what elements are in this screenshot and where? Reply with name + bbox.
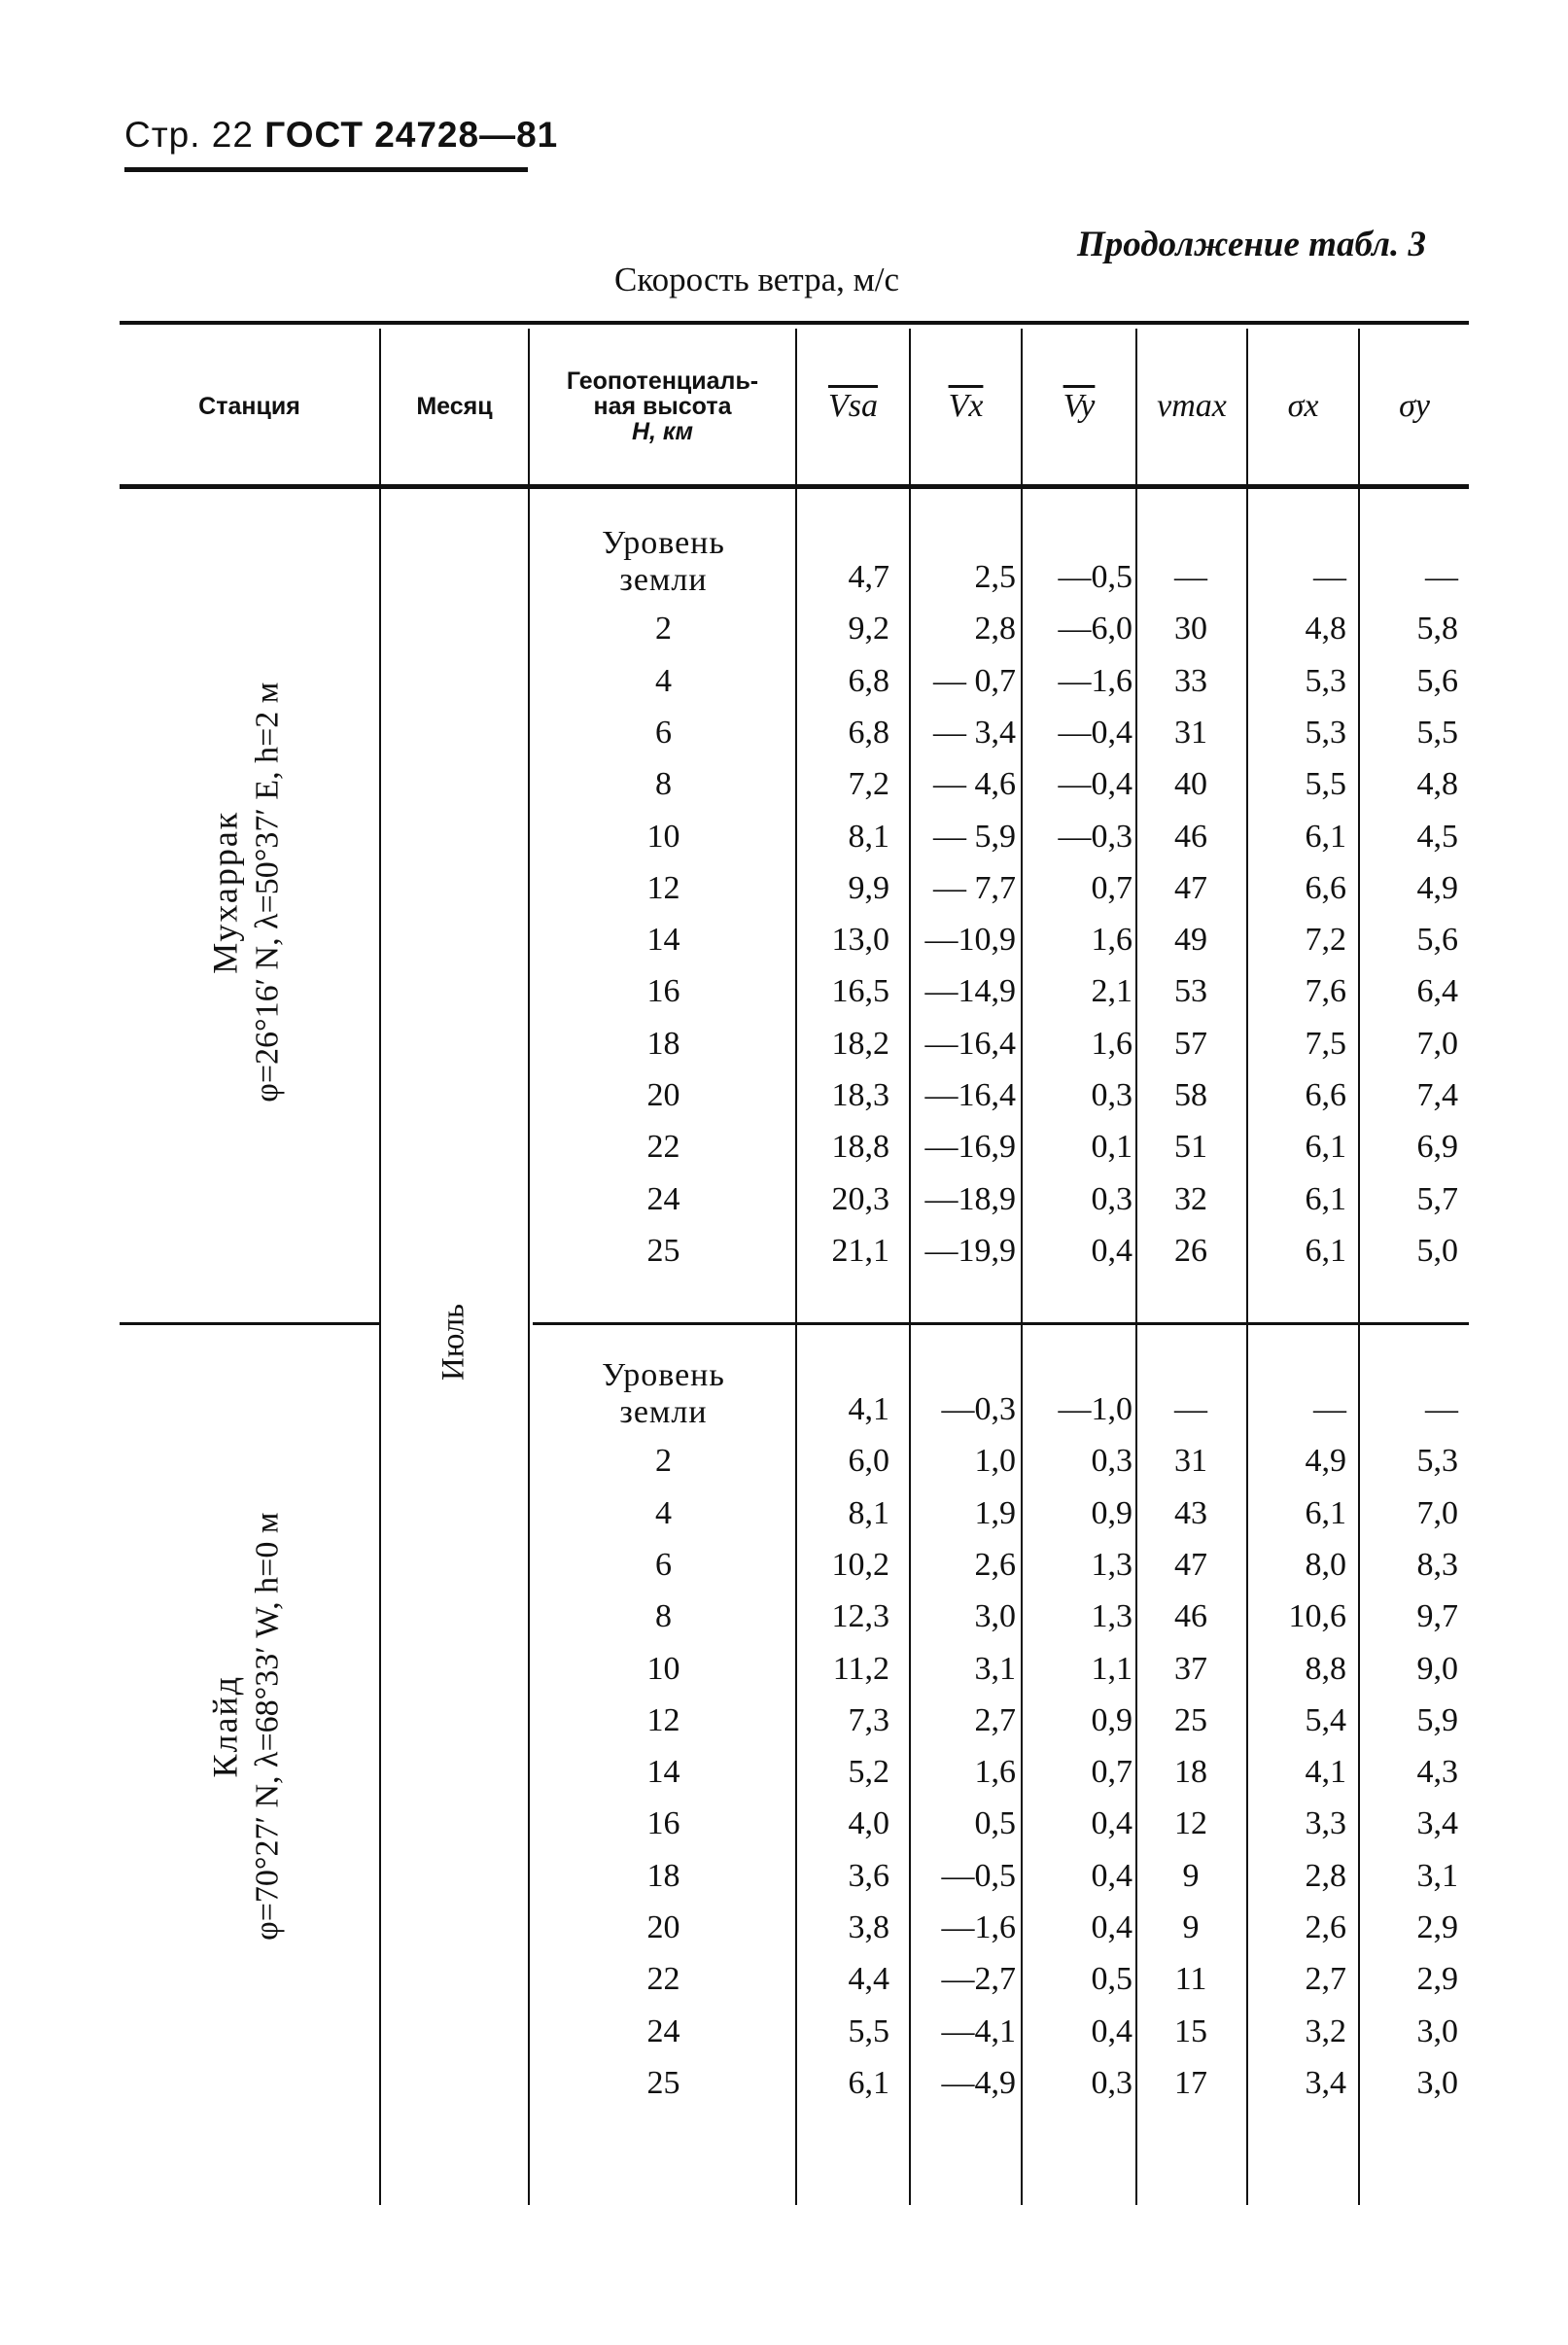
cell-vmax: 31 <box>1174 1443 1207 1479</box>
cell-vmax: 33 <box>1174 663 1207 699</box>
header-vsa <box>797 329 909 484</box>
cell-h: 4 <box>655 1495 672 1531</box>
table-row <box>0 2007 1568 2057</box>
cell-vmax: 9 <box>1182 1909 1200 1945</box>
cell-vy: 0,1 <box>1091 1129 1132 1165</box>
table-row <box>0 708 1568 758</box>
cell-vy: 0,9 <box>1091 1702 1132 1738</box>
cell-vx: —0,5 <box>941 1858 1016 1894</box>
cell-vmax: 46 <box>1174 1598 1207 1634</box>
cell-vmax: 12 <box>1174 1805 1207 1841</box>
cell-vx: —1,6 <box>941 1909 1016 1945</box>
header-month: Месяц <box>416 392 493 420</box>
cell-vy: 0,3 <box>1091 2065 1132 2101</box>
cell-h: 4 <box>655 663 672 699</box>
cell-vy: 0,4 <box>1091 1909 1132 1945</box>
cell-vsa: 11,2 <box>832 1651 889 1687</box>
cell-vmax: 9 <box>1182 1858 1200 1894</box>
cell-vmax: 53 <box>1174 973 1207 1009</box>
cell-vsa: 6,8 <box>848 663 889 699</box>
ground-level-line2: земли <box>619 562 708 598</box>
cell-vmax: 57 <box>1174 1026 1207 1062</box>
cell-vy: —1,0 <box>1058 1391 1132 1427</box>
page-header <box>124 115 558 156</box>
table-row <box>0 1436 1568 1487</box>
cell-sx: 6,1 <box>1305 1495 1346 1531</box>
header-vy <box>1023 329 1135 484</box>
cell-sx: 8,0 <box>1305 1547 1346 1583</box>
cell-vmax: 11 <box>1174 1961 1207 1997</box>
cell-h: 18 <box>646 1026 680 1062</box>
header-height <box>530 329 795 484</box>
cell-sy: 6,4 <box>1416 973 1458 1009</box>
cell-vy: 1,1 <box>1091 1651 1132 1687</box>
station-coords: φ=70°27′ N, λ=68°33′ W, h=0 м <box>249 1512 286 1941</box>
cell-sy: 2,9 <box>1416 1961 1458 1997</box>
month-label: Июль <box>436 1303 471 1382</box>
cell-vx: —4,9 <box>941 2065 1016 2101</box>
cell-sy: 4,5 <box>1416 819 1458 855</box>
cell-vmax: 49 <box>1174 922 1207 958</box>
cell-sx: 3,3 <box>1305 1805 1346 1841</box>
cell-vx: 2,7 <box>974 1702 1016 1738</box>
header-sigma-x-text: σx <box>1287 388 1319 425</box>
cell-sx: 5,5 <box>1305 766 1346 802</box>
cell-sy: 4,9 <box>1416 870 1458 906</box>
cell-vmax: — <box>1174 559 1207 595</box>
cell-vy: 1,6 <box>1091 922 1132 958</box>
cell-sy: 4,8 <box>1416 766 1458 802</box>
cell-vsa: 5,5 <box>848 2013 889 2049</box>
cell-vx: —0,3 <box>941 1391 1016 1427</box>
cell-h <box>530 552 797 603</box>
cell-vx: —19,9 <box>924 1233 1016 1269</box>
cell-vsa: 4,7 <box>848 559 889 595</box>
cell-vmax: 26 <box>1174 1233 1207 1269</box>
table-row <box>0 1019 1568 1069</box>
cell-vx: —16,4 <box>924 1077 1016 1113</box>
cell-sy: 5,3 <box>1416 1443 1458 1479</box>
cell-vy: 0,7 <box>1091 870 1132 906</box>
cell-vmax: 51 <box>1174 1129 1207 1165</box>
cell-vx: —18,9 <box>924 1181 1016 1217</box>
cell-vmax: 46 <box>1174 819 1207 855</box>
cell-sy: 7,0 <box>1416 1495 1458 1531</box>
cell-vmax: 25 <box>1174 1702 1207 1738</box>
cell-vy: 0,7 <box>1091 1754 1132 1790</box>
cell-vmax: 40 <box>1174 766 1207 802</box>
cell-vy: 0,9 <box>1091 1495 1132 1531</box>
cell-vmax: 37 <box>1174 1651 1207 1687</box>
cell-vx: — 7,7 <box>933 870 1016 906</box>
table-row <box>0 1122 1568 1172</box>
cell-vy: 0,4 <box>1091 2013 1132 2049</box>
ground-level-line1: Уровень <box>602 1357 725 1393</box>
cell-sy: 3,0 <box>1416 2065 1458 2101</box>
cell-h: 25 <box>646 1233 680 1269</box>
cell-vx: 1,0 <box>974 1443 1016 1479</box>
cell-vsa: 12,3 <box>831 1598 889 1634</box>
cell-vsa: 8,1 <box>848 819 889 855</box>
cell-vsa: 3,8 <box>848 1909 889 1945</box>
cell-vy: —0,4 <box>1058 766 1132 802</box>
header-vmax-text: vmax <box>1157 388 1227 425</box>
cell-sy: 4,3 <box>1416 1754 1458 1790</box>
header-vsa-text: $\overline{Vsa}$ <box>828 388 878 425</box>
cell-h: 12 <box>646 870 680 906</box>
page-number: Стр. 22 <box>124 115 254 155</box>
cell-sx: 6,1 <box>1305 1129 1346 1165</box>
cell-vx: — 0,7 <box>933 663 1016 699</box>
table-row <box>0 1540 1568 1591</box>
cell-vy: —6,0 <box>1058 611 1132 647</box>
table-row <box>0 863 1568 914</box>
cell-vx: 2,5 <box>974 559 1016 595</box>
cell-sx: 2,8 <box>1305 1858 1346 1894</box>
cell-sx: 8,8 <box>1305 1651 1346 1687</box>
cell-vx: —14,9 <box>924 973 1016 1009</box>
header-sigma-x <box>1248 329 1358 484</box>
cell-vmax: 32 <box>1174 1181 1207 1217</box>
cell-vsa: 21,1 <box>831 1233 889 1269</box>
cell-sx: 6,1 <box>1305 1233 1346 1269</box>
cell-sx: 4,8 <box>1305 611 1346 647</box>
cell-sy: 5,7 <box>1416 1181 1458 1217</box>
cell-vy: —0,5 <box>1058 559 1132 595</box>
cell-vy: —1,6 <box>1058 663 1132 699</box>
cell-vmax: 47 <box>1174 1547 1207 1583</box>
table-row <box>0 656 1568 707</box>
cell-h: 8 <box>655 1598 672 1634</box>
cell-sx: 2,7 <box>1305 1961 1346 1997</box>
cell-h: 14 <box>646 922 680 958</box>
cell-sy: 5,6 <box>1416 922 1458 958</box>
cell-vx: 3,1 <box>974 1651 1016 1687</box>
cell-sy: 7,0 <box>1416 1026 1458 1062</box>
station-name: Мухаррак <box>205 810 245 974</box>
cell-vsa: 4,0 <box>848 1805 889 1841</box>
station-separator-rule-right <box>533 1322 1469 1325</box>
cell-sx: 7,2 <box>1305 922 1346 958</box>
ground-level-line1: Уровень <box>602 525 725 561</box>
cell-h: 16 <box>646 973 680 1009</box>
header-sigma-y-text: σy <box>1399 388 1430 425</box>
cell-vx: — 3,4 <box>933 715 1016 751</box>
cell-h: 6 <box>655 715 672 751</box>
cell-vx: 0,5 <box>974 1805 1016 1841</box>
cell-vmax: 18 <box>1174 1754 1207 1790</box>
ground-level-line2: земли <box>619 1394 708 1430</box>
cell-h: 14 <box>646 1754 680 1790</box>
cell-vsa: 9,9 <box>848 870 889 906</box>
cell-vx: —2,7 <box>941 1961 1016 1997</box>
cell-h: 18 <box>646 1858 680 1894</box>
cell-vx: 2,6 <box>974 1547 1016 1583</box>
table-row <box>0 812 1568 862</box>
cell-sx: 7,6 <box>1305 973 1346 1009</box>
cell-sy: — <box>1425 559 1458 595</box>
cell-vsa: 7,2 <box>848 766 889 802</box>
cell-vsa: 10,2 <box>831 1547 889 1583</box>
cell-sx: 2,6 <box>1305 1909 1346 1945</box>
cell-h <box>530 1384 797 1435</box>
header-station: Станция <box>198 392 300 420</box>
cell-h: 20 <box>646 1909 680 1945</box>
cell-vx: — 4,6 <box>933 766 1016 802</box>
cell-vmax: 47 <box>1174 870 1207 906</box>
cell-vy: 0,5 <box>1091 1961 1132 1997</box>
cell-sy: 2,9 <box>1416 1909 1458 1945</box>
cell-h: 2 <box>655 611 672 647</box>
table-row <box>0 1799 1568 1849</box>
table-row <box>0 1384 1568 1435</box>
cell-sx: 6,1 <box>1305 1181 1346 1217</box>
table-row <box>0 604 1568 654</box>
header-vy-text: $\overline{Vy}$ <box>1063 388 1096 425</box>
cell-vx: 1,9 <box>974 1495 1016 1531</box>
header-height-line1: Геопотенциаль- <box>566 367 759 395</box>
cell-vy: 1,3 <box>1091 1547 1132 1583</box>
cell-h: 20 <box>646 1077 680 1113</box>
table-row <box>0 1644 1568 1695</box>
cell-sy: 5,6 <box>1416 663 1458 699</box>
cell-vsa: 6,1 <box>848 2065 889 2101</box>
cell-vsa: 6,0 <box>848 1443 889 1479</box>
cell-h: 2 <box>655 1443 672 1479</box>
cell-vmax: 31 <box>1174 715 1207 751</box>
cell-sy: 3,4 <box>1416 1805 1458 1841</box>
table-row <box>0 1592 1568 1642</box>
table-top-rule <box>120 321 1469 325</box>
cell-vsa: 18,3 <box>831 1077 889 1113</box>
cell-sx: 7,5 <box>1305 1026 1346 1062</box>
standard-number: ГОСТ 24728—81 <box>264 115 559 155</box>
table-row <box>0 759 1568 810</box>
header-height-line3: H, км <box>631 418 694 446</box>
table-row <box>0 2058 1568 2109</box>
cell-sx: 5,3 <box>1305 715 1346 751</box>
cell-vy: 2,1 <box>1091 973 1132 1009</box>
cell-sy: 3,0 <box>1416 2013 1458 2049</box>
cell-sx: — <box>1313 559 1346 595</box>
table-row <box>0 966 1568 1017</box>
cell-vsa: 3,6 <box>848 1858 889 1894</box>
station-coords: φ=26°16′ N, λ=50°37′ E, h=2 м <box>249 682 286 1102</box>
table-row <box>0 1747 1568 1798</box>
cell-vx: 3,0 <box>974 1598 1016 1634</box>
table-row <box>0 1070 1568 1121</box>
cell-sy: 9,0 <box>1416 1651 1458 1687</box>
cell-sy: 5,8 <box>1416 611 1458 647</box>
cell-h: 10 <box>646 819 680 855</box>
cell-vy: 0,3 <box>1091 1181 1132 1217</box>
cell-sy: 6,9 <box>1416 1129 1458 1165</box>
cell-vy: 1,3 <box>1091 1598 1132 1634</box>
cell-vx: —4,1 <box>941 2013 1016 2049</box>
cell-sx: 6,6 <box>1305 870 1346 906</box>
cell-vsa: 7,3 <box>848 1702 889 1738</box>
table-row <box>0 1903 1568 1953</box>
cell-vsa: 16,5 <box>831 973 889 1009</box>
station-separator-rule-left <box>120 1322 380 1325</box>
cell-sx: 10,6 <box>1288 1598 1346 1634</box>
cell-sx: 4,1 <box>1305 1754 1346 1790</box>
cell-vy: —0,4 <box>1058 715 1132 751</box>
cell-vmax: 58 <box>1174 1077 1207 1113</box>
cell-sx: 6,1 <box>1305 819 1346 855</box>
table-row <box>0 915 1568 965</box>
cell-sy: 5,9 <box>1416 1702 1458 1738</box>
table-row <box>0 1696 1568 1746</box>
cell-sy: 9,7 <box>1416 1598 1458 1634</box>
cell-h: 16 <box>646 1805 680 1841</box>
cell-h: 24 <box>646 2013 680 2049</box>
cell-vmax: 30 <box>1174 611 1207 647</box>
cell-vsa: 20,3 <box>831 1181 889 1217</box>
table-row <box>0 1174 1568 1225</box>
cell-vsa: 5,2 <box>848 1754 889 1790</box>
cell-sx: 5,4 <box>1305 1702 1346 1738</box>
cell-vsa: 6,8 <box>848 715 889 751</box>
cell-vsa: 9,2 <box>848 611 889 647</box>
table-row <box>0 552 1568 603</box>
table-row <box>0 1954 1568 2005</box>
cell-vmax: — <box>1174 1391 1207 1427</box>
cell-vy: 1,6 <box>1091 1026 1132 1062</box>
cell-vx: —16,9 <box>924 1129 1016 1165</box>
cell-vsa: 18,8 <box>831 1129 889 1165</box>
cell-sy: — <box>1425 1391 1458 1427</box>
cell-sy: 5,5 <box>1416 715 1458 751</box>
header-sigma-y <box>1360 329 1469 484</box>
cell-vy: 0,4 <box>1091 1858 1132 1894</box>
cell-vy: 0,4 <box>1091 1805 1132 1841</box>
cell-vy: —0,3 <box>1058 819 1132 855</box>
cell-vsa: 8,1 <box>848 1495 889 1531</box>
cell-sx: 4,9 <box>1305 1443 1346 1479</box>
cell-vsa: 4,1 <box>848 1391 889 1427</box>
cell-sx: 3,2 <box>1305 2013 1346 2049</box>
header-rule <box>124 167 528 172</box>
cell-h: 22 <box>646 1961 680 1997</box>
cell-sx: 3,4 <box>1305 2065 1346 2101</box>
cell-vx: —10,9 <box>924 922 1016 958</box>
cell-h: 6 <box>655 1547 672 1583</box>
cell-sx: 5,3 <box>1305 663 1346 699</box>
cell-sy: 8,3 <box>1416 1547 1458 1583</box>
header-vx <box>911 329 1021 484</box>
cell-sx: — <box>1313 1391 1346 1427</box>
header-height-line2: ная высота <box>593 392 732 420</box>
cell-vx: 2,8 <box>974 611 1016 647</box>
cell-h: 10 <box>646 1651 680 1687</box>
cell-sy: 3,1 <box>1416 1858 1458 1894</box>
cell-vmax: 43 <box>1174 1495 1207 1531</box>
cell-vmax: 17 <box>1174 2065 1207 2101</box>
station-name: Клайд <box>205 1674 245 1778</box>
table-caption: Скорость ветра, м/с <box>614 261 900 298</box>
cell-h: 24 <box>646 1181 680 1217</box>
cell-sx: 6,6 <box>1305 1077 1346 1113</box>
cell-sy: 7,4 <box>1416 1077 1458 1113</box>
cell-vy: 0,3 <box>1091 1443 1132 1479</box>
cell-vmax: 15 <box>1174 2013 1207 2049</box>
table-row <box>0 1851 1568 1902</box>
cell-h: 12 <box>646 1702 680 1738</box>
cell-h: 8 <box>655 766 672 802</box>
cell-vx: — 5,9 <box>933 819 1016 855</box>
cell-vsa: 13,0 <box>831 922 889 958</box>
header-vx-text: $\overline{Vx}$ <box>948 388 984 425</box>
cell-vx: —16,4 <box>924 1026 1016 1062</box>
cell-h: 22 <box>646 1129 680 1165</box>
table-row <box>0 1226 1568 1277</box>
table-row <box>0 1488 1568 1539</box>
cell-vsa: 4,4 <box>848 1961 889 1997</box>
cell-vsa: 18,2 <box>831 1026 889 1062</box>
cell-vy: 0,3 <box>1091 1077 1132 1113</box>
continuation-label: Продолжение табл. 3 <box>1077 225 1426 264</box>
header-bottom-rule <box>120 484 1469 489</box>
cell-sy: 5,0 <box>1416 1233 1458 1269</box>
cell-h: 25 <box>646 2065 680 2101</box>
header-vmax <box>1137 329 1246 484</box>
cell-vx: 1,6 <box>974 1754 1016 1790</box>
cell-vy: 0,4 <box>1091 1233 1132 1269</box>
